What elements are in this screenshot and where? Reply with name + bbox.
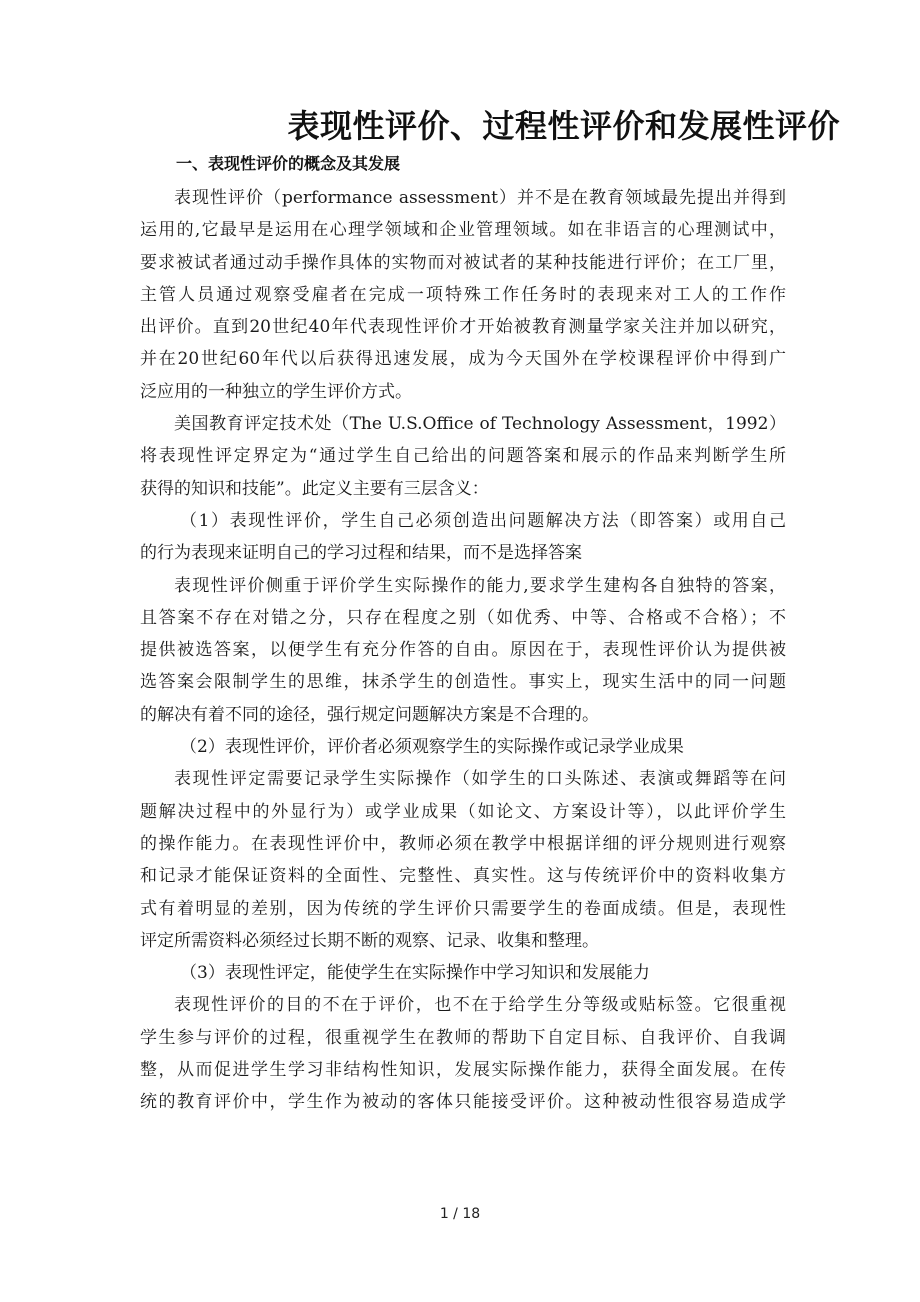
paragraph-line: 表现性评价侧重于评价学生实际操作的能力,要求学生建构各自独特的答案， [174, 575, 786, 596]
body-text [140, 182, 786, 1119]
paragraph-line: 的操作能力。在表现性评价中，教师必须在教学中根据详细的评分规则进行观察 [140, 833, 786, 854]
paragraph-line: 选答案会限制学生的思维，抹杀学生的创造性。事实上，现实生活中的同一问题 [140, 672, 786, 693]
paragraph-line: 要求被试者通过动手操作具体的实物而对被试者的某种技能进行评价；在工厂里， [140, 252, 786, 273]
paragraph-line: 泛应用的一种独立的学生评价方式。 [140, 381, 412, 402]
paragraph-line: 表现性评定需要记录学生实际操作（如学生的口头陈述、表演或舞蹈等在问 [174, 769, 786, 790]
paragraph-line: （2）表现性评价，评价者必须观察学生的实际操作或记录学业成果 [180, 737, 684, 758]
paragraph-line: 题解决过程中的外显行为）或学业成果（如论文、方案设计等），以此评价学生 [140, 801, 786, 822]
paragraph-line: 并在20世纪60年代以后获得迅速发展，成为今天国外在学校课程评价中得到广 [140, 349, 786, 370]
paragraph-line: 且答案不存在对错之分，只存在程度之别（如优秀、中等、合格或不合格）；不 [140, 607, 786, 628]
paragraph-line: 美国教育评定技术处（The U.S.Office of Technology Assessment，1992） [174, 414, 786, 435]
paragraph-line: 将表现性评定界定为“通过学生自己给出的问题答案和展示的作品来判断学生所 [140, 446, 786, 467]
paragraph-line: 学生参与评价的过程，很重视学生在教师的帮助下自定目标、自我评价、自我调 [140, 1027, 786, 1048]
paragraph-line: 表现性评价（performance assessment）并不是在教育领域最先提出并得到 [174, 188, 786, 208]
paragraph-line: 的解决有着不同的途径，强行规定问题解决方案是不合理的。 [140, 704, 599, 725]
paragraph-line: （1）表现性评价，学生自己必须创造出问题解决方法（即答案）或用自己 [180, 510, 786, 531]
page-number: 1 / 18 [439, 1206, 481, 1222]
paragraph-line: 出评价。直到20世纪40年代表现性评价才开始被教育测量学家关注并加以研究， [140, 317, 786, 338]
paragraph-line: 评定所需资料必须经过长期不断的观察、记录、收集和整理。 [140, 930, 599, 951]
paragraph-line: （3）表现性评定，能使学生在实际操作中学习知识和发展能力 [180, 963, 650, 984]
paragraph-line: 整，从而促进学生学习非结构性知识，发展实际操作能力，获得全面发展。在传 [140, 1060, 786, 1081]
document-title: 表现性评价、过程性评价和发展性评价 [287, 107, 840, 145]
section-heading: 一、表现性评价的概念及其发展 [176, 154, 401, 173]
paragraph-line: 和记录才能保证资料的全面性、完整性、真实性。这与传统评价中的资料收集方 [140, 866, 786, 887]
paragraph-line: 表现性评价的目的不在于评价，也不在于给学生分等级或贴标签。它很重视 [174, 995, 786, 1016]
paragraph-line: 统的教育评价中，学生作为被动的客体只能接受评价。这种被动性很容易造成学 [140, 1092, 786, 1113]
paragraph-line: 运用的,它最早是运用在心理学领域和企业管理领域。如在非语言的心理测试中， [140, 220, 786, 241]
paragraph-line: 提供被选答案，以便学生有充分作答的自由。原因在于，表现性评价认为提供被 [140, 640, 786, 661]
paragraph-line: 主管人员通过观察受雇者在完成一项特殊工作任务时的表现来对工人的工作作 [140, 284, 786, 305]
paragraph-line: 式有着明显的差别，因为传统的学生评价只需要学生的卷面成绩。但是，表现性 [140, 898, 786, 919]
paragraph-line: 的行为表现来证明自己的学习过程和结果，而不是选择答案 [140, 543, 582, 564]
paragraph-line: 获得的知识和技能”。此定义主要有三层含义： [140, 478, 489, 499]
